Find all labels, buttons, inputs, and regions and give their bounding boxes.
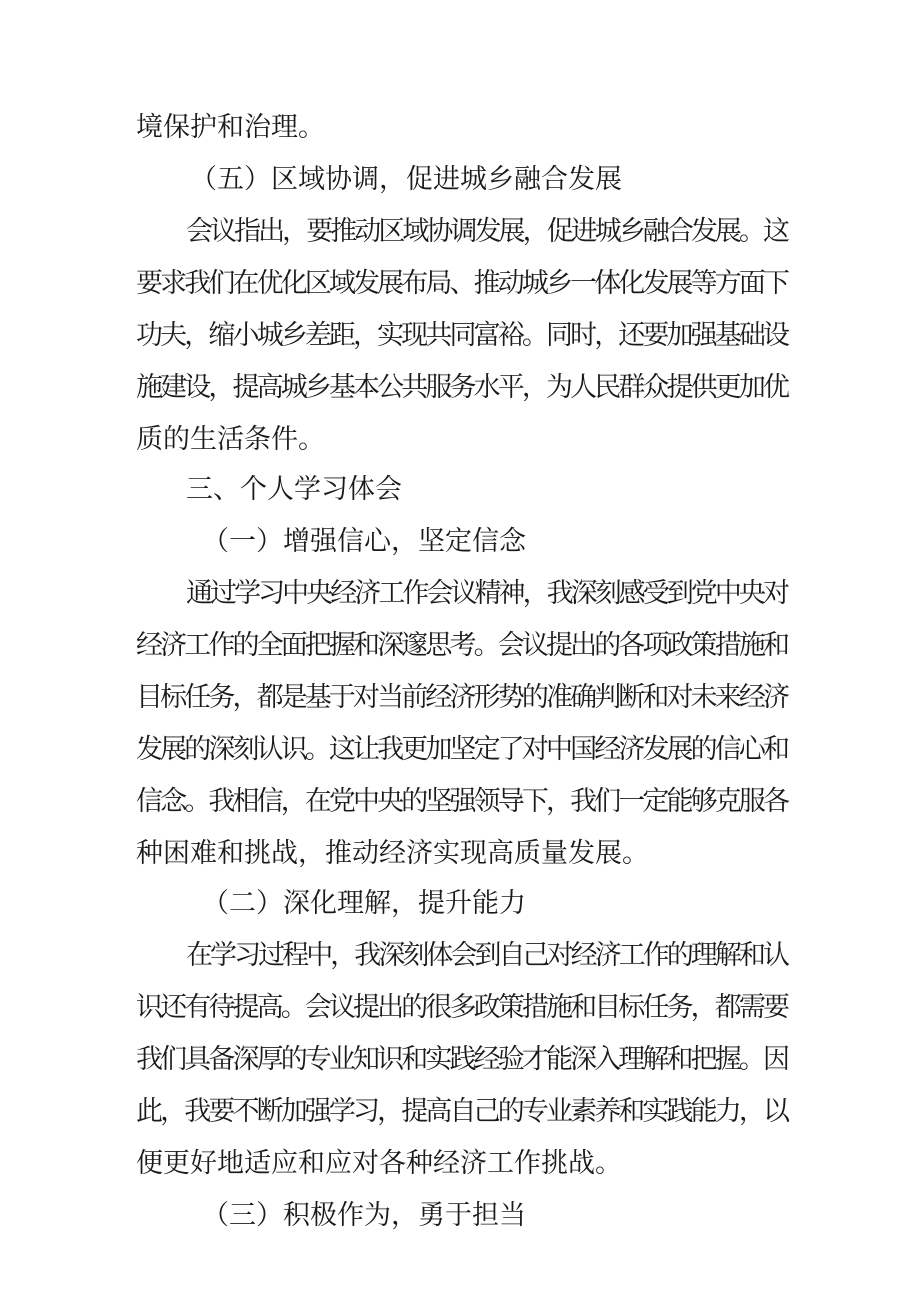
text-line [0, 567, 920, 621]
text-line-content: 施建设，提高城乡基本公共服务水平，为人民群众提供更加优 [136, 372, 788, 403]
section-heading [0, 515, 920, 569]
text-line-content: 经济工作的全面把握和深邃思考。会议提出的各项政策措施和 [136, 630, 788, 661]
text-line [0, 361, 920, 415]
text-line-content: 功夫，缩小城乡差距，实现共同富裕。同时，还要加强基础设 [136, 320, 788, 351]
text-line-content: 质的生活条件。 [136, 424, 325, 455]
text-line [0, 775, 920, 829]
text-line [0, 827, 920, 881]
chapter-heading [0, 463, 920, 517]
text-line [0, 309, 920, 363]
text-line-content: 目标任务，都是基于对当前经济形势的准确判断和对未来经济 [136, 682, 788, 713]
text-line-content: 我们具备深厚的专业知识和实践经验才能深入理解和把握。因 [136, 1044, 788, 1075]
text-line-content: 发展的深刻认识。这让我更加坚定了对中国经济发展的信心和 [136, 734, 788, 765]
text-line-content: 境保护和治理。 [136, 112, 325, 143]
section-heading [0, 877, 920, 931]
section-heading-text: （三）积极作为，勇于担当 [202, 1200, 526, 1231]
text-line [0, 671, 920, 725]
text-line [0, 1033, 920, 1087]
text-line [0, 101, 920, 155]
text-line-content: 便更好地适应和应对各种经济工作挑战。 [136, 1148, 622, 1179]
section-heading-text: （五）区域协调，促进城乡融合发展 [190, 164, 622, 195]
text-line [0, 981, 920, 1035]
section-heading [0, 153, 920, 207]
text-line [0, 929, 920, 983]
text-line-content: 信念。我相信，在党中央的坚强领导下，我们一定能够克服各 [136, 786, 788, 817]
text-line-content: 要求我们在优化区域发展布局、推动城乡一体化发展等方面下 [136, 268, 788, 299]
text-line-content: 种困难和挑战，推动经济实现高质量发展。 [136, 838, 649, 869]
text-line [0, 205, 920, 259]
chapter-heading-text: 三、个人学习体会 [186, 474, 402, 505]
text-line-content: 会议指出，要推动区域协调发展，促进城乡融合发展。这 [186, 216, 788, 247]
text-line-content: 在学习过程中，我深刻体会到自己对经济工作的理解和认 [186, 940, 788, 971]
text-line [0, 1137, 920, 1191]
text-line [0, 257, 920, 311]
text-line-content: 识还有待提高。会议提出的很多政策措施和目标任务，都需要 [136, 992, 788, 1023]
text-line-content: 通过学习中央经济工作会议精神，我深刻感受到党中央对 [186, 578, 788, 609]
section-heading-text: （一）增强信心，坚定信念 [202, 526, 526, 557]
text-line [0, 619, 920, 673]
section-heading [0, 1189, 920, 1243]
text-line [0, 1085, 920, 1139]
text-line-content: 此，我要不断加强学习，提高自己的专业素养和实践能力，以 [136, 1096, 788, 1127]
text-line [0, 723, 920, 777]
text-line [0, 413, 920, 467]
section-heading-text: （二）深化理解，提升能力 [202, 888, 526, 919]
